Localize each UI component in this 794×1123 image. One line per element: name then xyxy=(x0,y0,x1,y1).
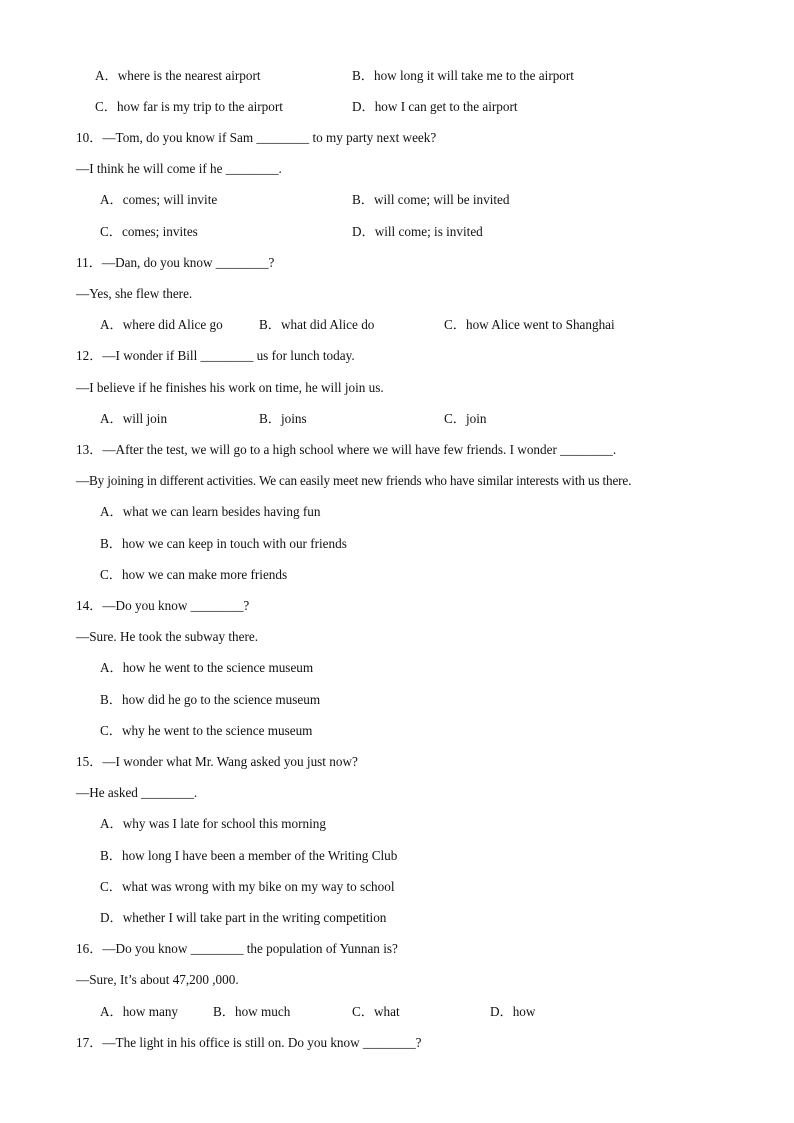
q13-option-b: B．how we can keep in touch with our friends xyxy=(100,536,347,551)
q14-option-b: B．how did he go to the science museum xyxy=(100,692,321,707)
q11-option-b: B．what did Alice do xyxy=(259,317,375,332)
q16-option-a: A．how many xyxy=(100,1004,179,1019)
q14-option-c: C．why he went to the science museum xyxy=(100,723,313,738)
q9-option-b: B．how long it will take me to the airport xyxy=(352,68,574,83)
q12-option-a: A．will join xyxy=(100,411,168,426)
q16-stem: 16．—Do you know ________ the population of Yunnan is? xyxy=(76,941,398,956)
q14-option-a: A．how he went to the science museum xyxy=(100,660,314,675)
q14-stem: 14．—Do you know ________? xyxy=(76,598,250,613)
q12-option-c: C．join xyxy=(444,411,487,426)
q13-option-c: C．how we can make more friends xyxy=(100,567,288,582)
q10-option-a: A．comes; will invite xyxy=(100,192,218,207)
q10-option-c: C．comes; invites xyxy=(100,224,198,239)
q10-stem: 10．—Tom, do you know if Sam ________ to my party next week? xyxy=(76,130,437,145)
q16-option-d: D．how xyxy=(490,1004,536,1019)
q12-reply: —I believe if he finishes his work on time, he will join us. xyxy=(76,380,384,395)
q15-reply: —He asked ________. xyxy=(76,785,198,800)
q15-option-d: D．whether I will take part in the writing competition xyxy=(100,910,387,925)
q12-option-b: B．joins xyxy=(259,411,307,426)
q11-reply: —Yes, she flew there. xyxy=(76,286,193,301)
q17-stem: 17．—The light in his office is still on. Do you know ________? xyxy=(76,1035,422,1050)
q16-option-c: C．what xyxy=(352,1004,400,1019)
q11-option-c: C．how Alice went to Shanghai xyxy=(444,317,615,332)
q11-stem: 11．—Dan, do you know ________? xyxy=(76,255,275,270)
q9-option-c: C．how far is my trip to the airport xyxy=(95,99,283,114)
q14-reply: —Sure. He took the subway there. xyxy=(76,629,259,644)
q16-reply: —Sure, It’s about 47,200 ,000. xyxy=(76,972,239,987)
q10-option-b: B．will come; will be invited xyxy=(352,192,510,207)
q9-option-a: A．where is the nearest airport xyxy=(95,68,261,83)
q10-option-d: D．will come; is invited xyxy=(352,224,483,239)
q15-stem: 15．—I wonder what Mr. Wang asked you just now? xyxy=(76,754,358,769)
q11-option-a: A．where did Alice go xyxy=(100,317,223,332)
q13-option-a: A．what we can learn besides having fun xyxy=(100,504,321,519)
q15-option-c: C．what was wrong with my bike on my way to school xyxy=(100,879,395,894)
q15-option-a: A．why was I late for school this morning xyxy=(100,816,326,831)
q10-reply: —I think he will come if he ________. xyxy=(76,161,282,176)
q16-option-b: B．how much xyxy=(213,1004,291,1019)
q13-reply: —By joining in different activities. We can easily meet new friends who have similar interests with us there. xyxy=(76,473,632,488)
q12-stem: 12．—I wonder if Bill ________ us for lunch today. xyxy=(76,348,355,363)
q15-option-b: B．how long I have been a member of the Writing Club xyxy=(100,848,398,863)
q13-stem: 13．—After the test, we will go to a high school where we will have few friends. I wonder ________. xyxy=(76,442,617,457)
q9-option-d: D．how I can get to the airport xyxy=(352,99,518,114)
